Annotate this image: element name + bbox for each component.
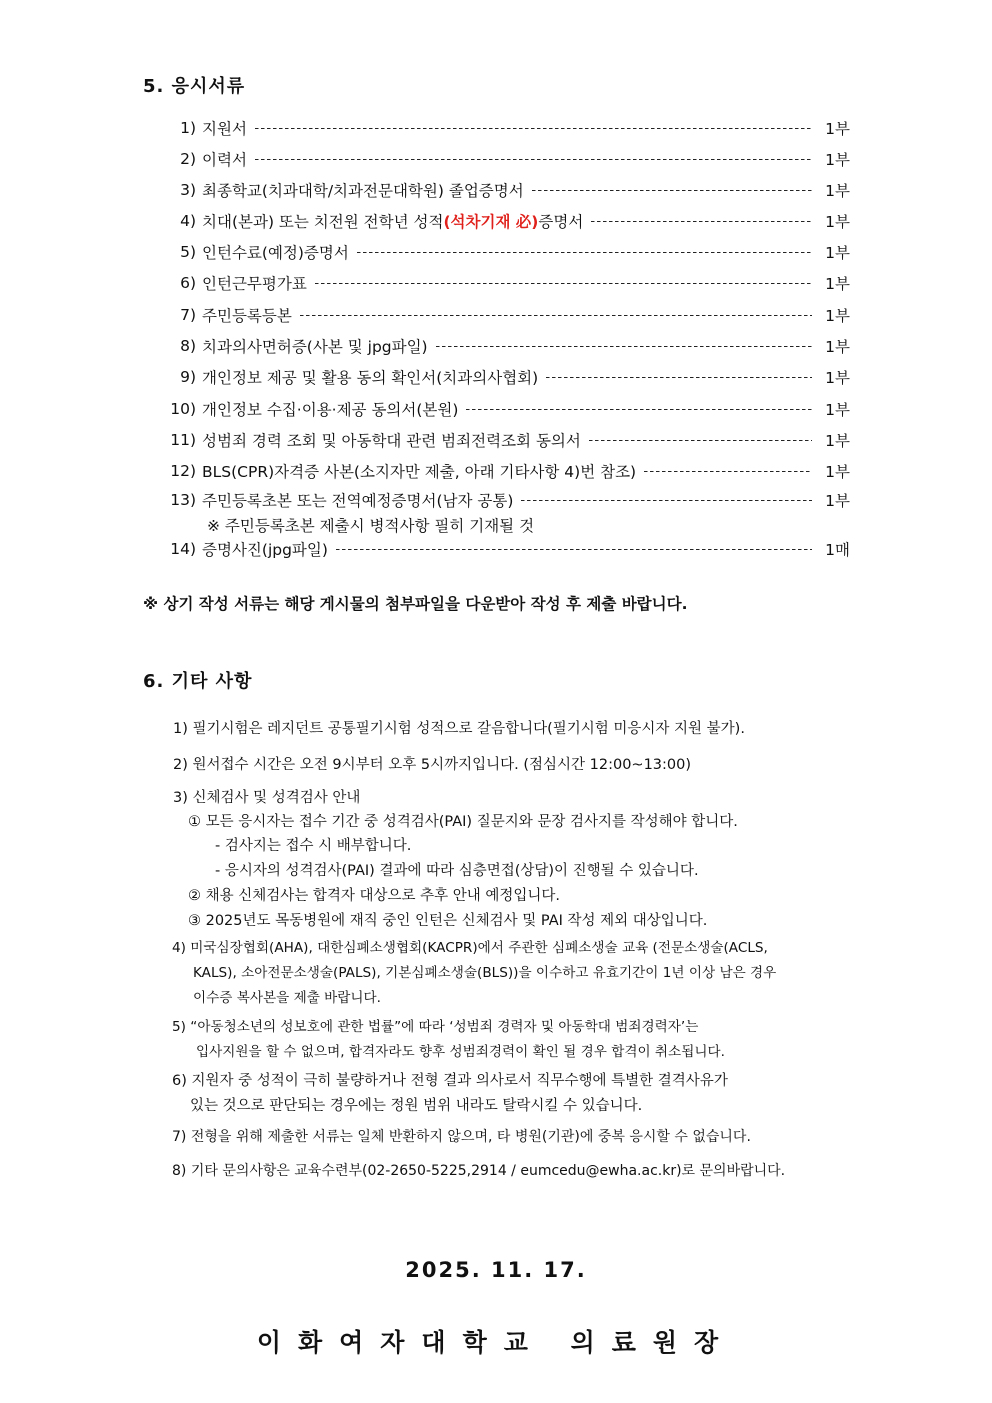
- doc-item: [160, 117, 850, 139]
- etc-line: 2) 원서접수 시간은 오전 9시부터 오후 5시까지입니다. (점심시간 12:00~13:00): [173, 757, 692, 773]
- doc-item-number: 4): [180, 212, 196, 230]
- doc-item-count: 1부: [825, 432, 850, 450]
- section5-title: 5. 응시서류: [143, 76, 246, 97]
- attachment-notice: ※ 상기 작성 서류는 해당 게시물의 첨부파일을 다운받아 작성 후 제출 바랍니다.: [143, 595, 688, 613]
- doc-item: [160, 489, 850, 511]
- doc-item-label: 지원서: [202, 120, 247, 138]
- doc-item-count: 1부: [825, 369, 850, 387]
- dotted-leader: [336, 548, 812, 550]
- doc-item-number: 3): [180, 181, 196, 199]
- etc-line: 7) 전형을 위해 제출한 서류는 일체 반환하지 않으며, 타 병원(기관)에 중복 응시할 수 없습니다.: [172, 1129, 751, 1145]
- doc-item-count: 1부: [825, 244, 850, 262]
- doc-item-label: 성범죄 경력 조회 및 아동학대 관련 범죄전력조회 동의서: [202, 432, 581, 450]
- doc-item: [160, 148, 850, 170]
- doc-item-number: 6): [180, 274, 196, 292]
- doc-item-label: 인턴근무평가표: [202, 275, 307, 293]
- etc-line: KALS), 소아전문소생술(PALS), 기본심폐소생술(BLS))을 이수하고 유효기간이 1년 이상 남은 경우: [193, 965, 777, 981]
- dotted-leader: [521, 499, 812, 501]
- etc-line: 4) 미국심장협회(AHA), 대한심폐소생협회(KACPR)에서 주관한 심폐소생술 교육 (전문소생술(ACLS,: [172, 940, 768, 956]
- dotted-leader: [357, 251, 812, 253]
- dotted-leader: [315, 282, 812, 284]
- dotted-leader: [589, 439, 812, 441]
- etc-line: ③ 2025년도 목동병원에 재직 중인 인턴은 신체검사 및 PAI 작성 제외 대상입니다.: [188, 913, 708, 929]
- doc-item-label: 주민등록등본: [202, 307, 292, 325]
- doc-item-label-post: 증명서: [538, 213, 584, 231]
- doc-item: [160, 241, 850, 263]
- doc-item-number: 1): [180, 119, 196, 137]
- dotted-leader: [591, 220, 812, 222]
- doc-item: [160, 366, 850, 388]
- doc-item-label-pre: 치대(본과) 또는 치전원 전학년 성적: [202, 213, 444, 231]
- doc-item-count: 1부: [825, 492, 850, 510]
- doc-item-count: 1부: [825, 463, 850, 481]
- doc-item: [160, 272, 850, 294]
- doc-item-count: 1부: [825, 151, 850, 169]
- doc-item-count: 1부: [825, 275, 850, 293]
- dotted-leader: [644, 470, 812, 472]
- doc-item-label: 개인정보 수집·이용·제공 동의서(본원): [202, 401, 459, 419]
- etc-line: 6) 지원자 중 성적이 극히 불량하거나 전형 결과 의사로서 직무수행에 특별한 결격사유가: [172, 1073, 728, 1089]
- etc-line: 8) 기타 문의사항은 교육수련부(02-2650-5225,2914 / eumcedu@ewha.ac.kr)로 문의바랍니다.: [172, 1163, 786, 1179]
- doc-item: [160, 460, 850, 482]
- etc-line: 1) 필기시험은 레지던트 공통필기시험 성적으로 갈음합니다(필기시험 미응시자 지원 불가).: [173, 721, 745, 737]
- doc-item-count: 1부: [825, 182, 850, 200]
- doc-item-number: 2): [180, 150, 196, 168]
- etc-line: - 검사지는 접수 시 배부합니다.: [215, 838, 412, 854]
- dotted-leader: [466, 408, 812, 410]
- doc-item-number: 5): [180, 243, 196, 261]
- issue-date: 2025. 11. 17.: [405, 1258, 587, 1282]
- rank-required-highlight: (석차기재 必): [443, 213, 539, 231]
- doc-item-label: BLS(CPR)자격증 사본(소지자만 제출, 아래 기타사항 4)번 참조): [202, 463, 637, 481]
- dotted-leader: [546, 376, 812, 378]
- dotted-leader: [436, 345, 812, 347]
- dotted-leader: [255, 127, 812, 129]
- doc-item-number: 13): [170, 491, 196, 509]
- doc-item: [160, 429, 850, 451]
- section6-title: 6. 기타 사항: [143, 671, 253, 692]
- doc-item-count: 1매: [825, 541, 850, 559]
- doc-item-number: 11): [170, 431, 196, 449]
- doc-item-label: 치과의사면허증(사본 및 jpg파일): [202, 338, 428, 356]
- etc-line: 있는 것으로 판단되는 경우에는 정원 범위 내라도 탈락시킬 수 있습니다.: [190, 1098, 643, 1114]
- doc-item: [160, 304, 850, 326]
- doc-item: [160, 335, 850, 357]
- etc-line: ① 모든 응시자는 접수 기간 중 성격검사(PAI) 질문지와 문장 검사지를 작성해야 합니다.: [188, 814, 738, 830]
- doc-item-count: 1부: [825, 338, 850, 356]
- signer-name: 이화여자대학교 의료원장: [256, 1328, 736, 1357]
- doc-item-number: 14): [170, 540, 196, 558]
- dotted-leader: [532, 189, 812, 191]
- doc-item-count: 1부: [825, 307, 850, 325]
- doc-item-number: 12): [170, 462, 196, 480]
- doc-item: [160, 538, 850, 560]
- etc-line: - 응시자의 성격검사(PAI) 결과에 따라 심층면접(상담)이 진행될 수 있습니다.: [215, 863, 699, 879]
- doc-item-count: 1부: [825, 213, 850, 231]
- doc-item-number: 10): [170, 400, 196, 418]
- dotted-leader: [300, 314, 812, 316]
- etc-line: 입사지원을 할 수 없으며, 합격자라도 향후 성범죄경력이 확인 될 경우 합격이 취소됩니다.: [196, 1044, 725, 1060]
- doc-item: [160, 179, 850, 201]
- doc-item-count: 1부: [825, 401, 850, 419]
- doc-item-label: 최종학교(치과대학/치과전문대학원) 졸업증명서: [202, 182, 524, 200]
- etc-line: ② 채용 신체검사는 합격자 대상으로 추후 안내 예정입니다.: [188, 888, 561, 904]
- doc-item: [160, 210, 850, 232]
- doc-item-label: 이력서: [202, 151, 247, 169]
- item13-note: ※ 주민등록초본 제출시 병적사항 필히 기재될 것: [207, 517, 535, 535]
- doc-item-label: 증명사진(jpg파일): [202, 541, 328, 559]
- etc-line: 이수증 복사본을 제출 바랍니다.: [193, 990, 381, 1006]
- doc-item-label: 주민등록초본 또는 전역예정증명서(남자 공통): [202, 492, 514, 510]
- doc-item-count: 1부: [825, 120, 850, 138]
- doc-item-label: 개인정보 제공 및 활용 동의 확인서(치과의사협회): [202, 369, 539, 387]
- doc-item-number: 8): [180, 337, 196, 355]
- doc-item-label: [202, 210, 583, 232]
- dotted-leader: [255, 158, 812, 160]
- etc-line: 5) “아동청소년의 성보호에 관한 법률”에 따라 ‘성범죄 경력자 및 아동학대 범죄경력자’는: [172, 1019, 699, 1035]
- doc-item-number: 7): [180, 306, 196, 324]
- doc-item-label: 인턴수료(예정)증명서: [202, 244, 349, 262]
- etc-line: 3) 신체검사 및 성격검사 안내: [173, 790, 361, 806]
- doc-item: [160, 398, 850, 420]
- doc-item-number: 9): [180, 368, 196, 386]
